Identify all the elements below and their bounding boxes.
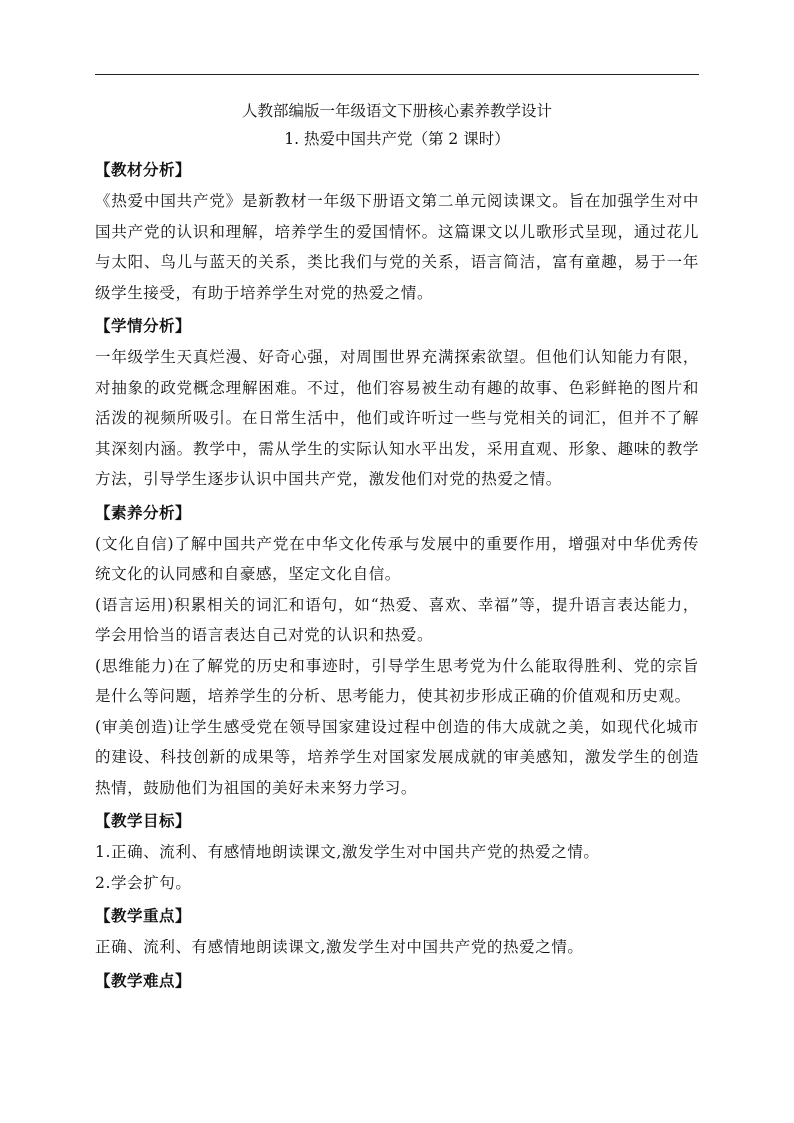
paragraph: 《热爱中国共产党》是新教材一年级下册语文第二单元阅读课文。旨在加强学生对中国共产党的认识和理解，培养学生的爱国情怀。这篇课文以儿歌形式呈现，通过花儿与太阳、鸟儿与蓝天的关系，类比我们与党的关系，语言简洁，富有童趣，易于一年级学生接受，有助于培养学生对党的热爱之情。	[95, 192, 699, 302]
paragraph-thinking-ability: (思维能力)在了解党的历史和事迹时，引导学生思考党为什么能取得胜利、党的宗旨是什么等问题，培养学生的分析、思考能力，使其初步形成正确的价值观和历史观。	[95, 656, 699, 705]
document-page	[95, 0, 699, 1123]
section-heading-teaching-difficulty: 【教学难点】	[95, 971, 192, 990]
goal-item-2: 2.学会扩句。	[95, 873, 192, 892]
section-heading-student-analysis: 【学情分析】	[95, 317, 192, 335]
header-rule	[95, 74, 699, 75]
section-heading-textbook-analysis: 【教材分析】	[95, 161, 192, 179]
paragraph-aesthetic-creation: (审美创造)让学生感受党在领导国家建设过程中创造的伟大成就之美，如现代化城市的建设、科技创新的成果等，培养学生对国家发展成就的审美感知，激发学生的创造热情，鼓励他们为祖国的美好未来努力学习。	[95, 717, 699, 797]
paragraph-cultural-confidence: (文化自信)了解中国共产党在中华文化传承与发展中的重要作用，增强对中华优秀传统文化的认同感和自豪感，坚定文化自信。	[95, 534, 699, 583]
paragraph: 一年级学生天真烂漫、好奇心强，对周围世界充满探索欲望。但他们认知能力有限，对抽象的政党概念理解困难。不过，他们容易被生动有趣的故事、色彩鲜艳的图片和活泼的视频所吸引。在日常生活中，他们或许听过一些与党相关的词汇，但并不了解其深刻内涵。教学中，需从学生的实际认知水平出发，采用直观、形象、趣味的教学方法，引导学生逐步认识中国共产党，激发他们对党的热爱之情。	[95, 348, 699, 488]
goal-item-1: 1.正确、流利、有感情地朗读课文,激发学生对中国共产党的热爱之情。	[95, 843, 600, 861]
paragraph-language-use: (语言运用)积累相关的词汇和语句，如“热爱、喜欢、幸福”等，提升语言表达能力，学会用恰当的语言表达自己对党的认识和热爱。	[95, 595, 699, 644]
lesson-subtitle: 1. 热爱中国共产党（第 2 课时）	[284, 130, 510, 148]
section-heading-literacy-analysis: 【素养分析】	[95, 503, 192, 522]
section-heading-teaching-focus: 【教学重点】	[95, 907, 192, 925]
paragraph: 正确、流利、有感情地朗读课文,激发学生对中国共产党的热爱之情。	[95, 938, 584, 956]
document-body	[95, 98, 699, 997]
document-title: 人教部编版一年级语文下册核心素养教学设计	[241, 102, 552, 120]
section-heading-teaching-goals: 【教学目标】	[95, 812, 192, 830]
